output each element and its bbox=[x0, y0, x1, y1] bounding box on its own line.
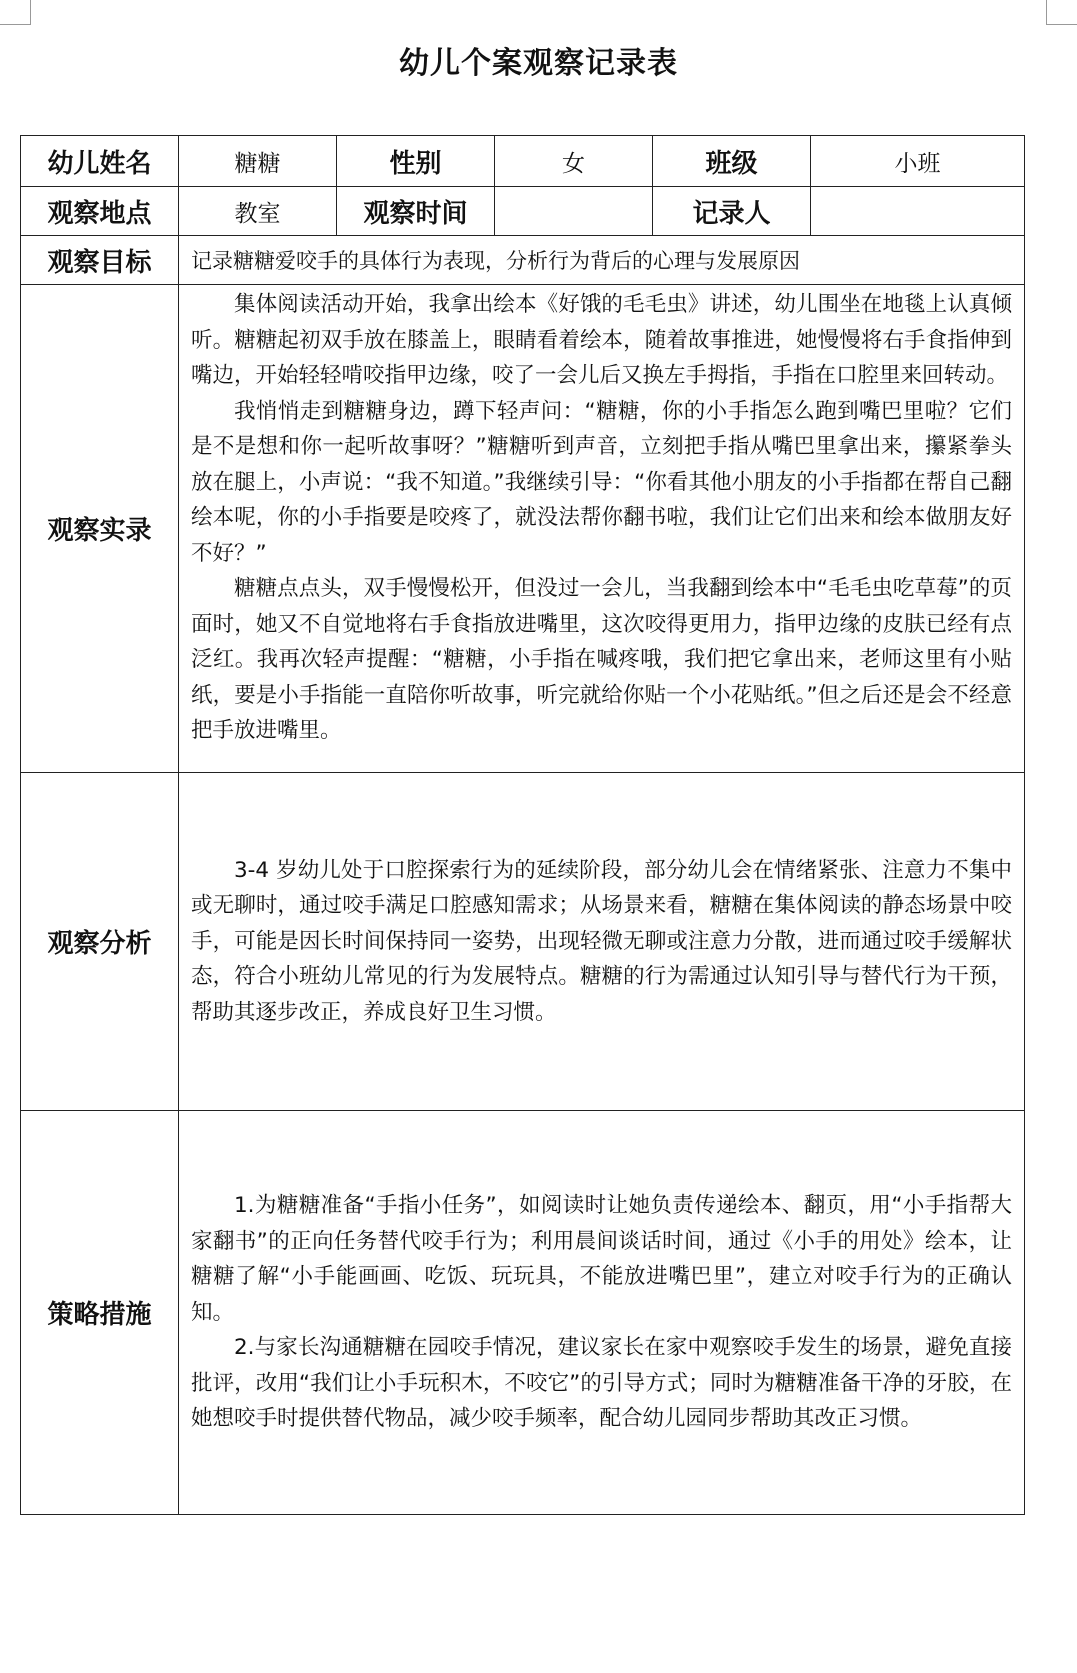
strategy-paragraph: 2.与家长沟通糖糖在园咬手情况，建议家长在家中观察咬手发生的场景，避免直接批评，改用“我们让小手玩积木，不咬它”的引导方式；同时为糖糖准备干净的牙胶，在她想咬手时提供替代物品，减少咬手频率，配合幼儿园同步帮助其改正习惯。 bbox=[191, 1335, 1012, 1432]
gender-label: 性别 bbox=[337, 136, 495, 187]
place-value: 教室 bbox=[179, 187, 337, 236]
class-label: 班级 bbox=[653, 136, 811, 187]
recorder-value bbox=[811, 187, 1025, 236]
analysis-label: 观察分析 bbox=[21, 773, 179, 1111]
table-row bbox=[21, 773, 1025, 1111]
table-row bbox=[21, 285, 1025, 773]
name-value: 糖糖 bbox=[179, 136, 337, 187]
name-label: 幼儿姓名 bbox=[21, 136, 179, 187]
record-paragraph: 糖糖点点头，双手慢慢松开，但没过一会儿，当我翻到绘本中“毛毛虫吃草莓”的页面时，她又不自觉地将右手食指放进嘴里，这次咬得更用力，指甲边缘的皮肤已经有点泛红。我再次轻声提醒：“糖糖，小手指在喊疼哦，我们把它拿出来，老师这里有小贴纸，要是小手指能一直陪你听故事，听完就给你贴一个小花贴纸。”但之后还是会不经意把手放进嘴里。 bbox=[191, 576, 1012, 743]
place-label: 观察地点 bbox=[21, 187, 179, 236]
class-value: 小班 bbox=[811, 136, 1025, 187]
record-label: 观察实录 bbox=[21, 285, 179, 773]
goal-label: 观察目标 bbox=[21, 236, 179, 285]
record-paragraph: 我悄悄走到糖糖身边，蹲下轻声问：“糖糖，你的小手指怎么跑到嘴巴里啦？它们是不是想和你一起听故事呀？”糖糖听到声音，立刻把手指从嘴巴里拿出来，攥紧拳头放在腿上，小声说：“我不知道。”我继续引导：“你看其他小朋友的小手指都在帮自己翻绘本呢，你的小手指要是咬疼了，就没法帮你翻书啦，我们让它们出来和绘本做朋友好不好？” bbox=[191, 398, 1012, 566]
observation-table bbox=[20, 135, 1025, 1515]
gender-value: 女 bbox=[495, 136, 653, 187]
table-row bbox=[21, 236, 1025, 285]
page-corner-mark-left bbox=[0, 0, 31, 25]
page-corner-mark-right bbox=[1046, 0, 1077, 25]
table-row bbox=[21, 136, 1025, 187]
strategy-paragraph: 1.为糖糖准备“手指小任务”，如阅读时让她负责传递绘本、翻页，用“小手指帮大家翻书”的正向任务替代咬手行为；利用晨间谈话时间，通过《小手的用处》绘本，让糖糖了解“小手能画画、吃饭、玩玩具，不能放进嘴巴里”，建立对咬手行为的正确认知。 bbox=[191, 1193, 1012, 1325]
page-title: 幼儿个案观察记录表 bbox=[399, 46, 678, 81]
recorder-label: 记录人 bbox=[653, 187, 811, 236]
time-value bbox=[495, 187, 653, 236]
strategy-content bbox=[179, 1111, 1025, 1515]
record-content bbox=[179, 285, 1025, 773]
table-row bbox=[21, 1111, 1025, 1515]
goal-text: 记录糖糖爱咬手的具体行为表现，分析行为背后的心理与发展原因 bbox=[179, 236, 1025, 285]
record-paragraph: 集体阅读活动开始，我拿出绘本《好饿的毛毛虫》讲述，幼儿围坐在地毯上认真倾听。糖糖起初双手放在膝盖上，眼睛看着绘本，随着故事推进，她慢慢将右手食指伸到嘴边，开始轻轻啃咬指甲边缘，咬了一会儿后又换左手拇指，手指在口腔里来回转动。 bbox=[191, 292, 1012, 388]
analysis-content bbox=[179, 773, 1025, 1111]
time-label: 观察时间 bbox=[337, 187, 495, 236]
analysis-paragraph: 3-4 岁幼儿处于口腔探索行为的延续阶段，部分幼儿会在情绪紧张、注意力不集中或无聊时，通过咬手满足口腔感知需求；从场景来看，糖糖在集体阅读的静态场景中咬手，可能是因长时间保持同一姿势，出现轻微无聊或注意力分散，进而通过咬手缓解状态，符合小班幼儿常见的行为发展特点。糖糖的行为需通过认知引导与替代行为干预，帮助其逐步改正，养成良好卫生习惯。 bbox=[191, 857, 1012, 1025]
table-row bbox=[21, 187, 1025, 236]
strategy-label: 策略措施 bbox=[21, 1111, 179, 1515]
